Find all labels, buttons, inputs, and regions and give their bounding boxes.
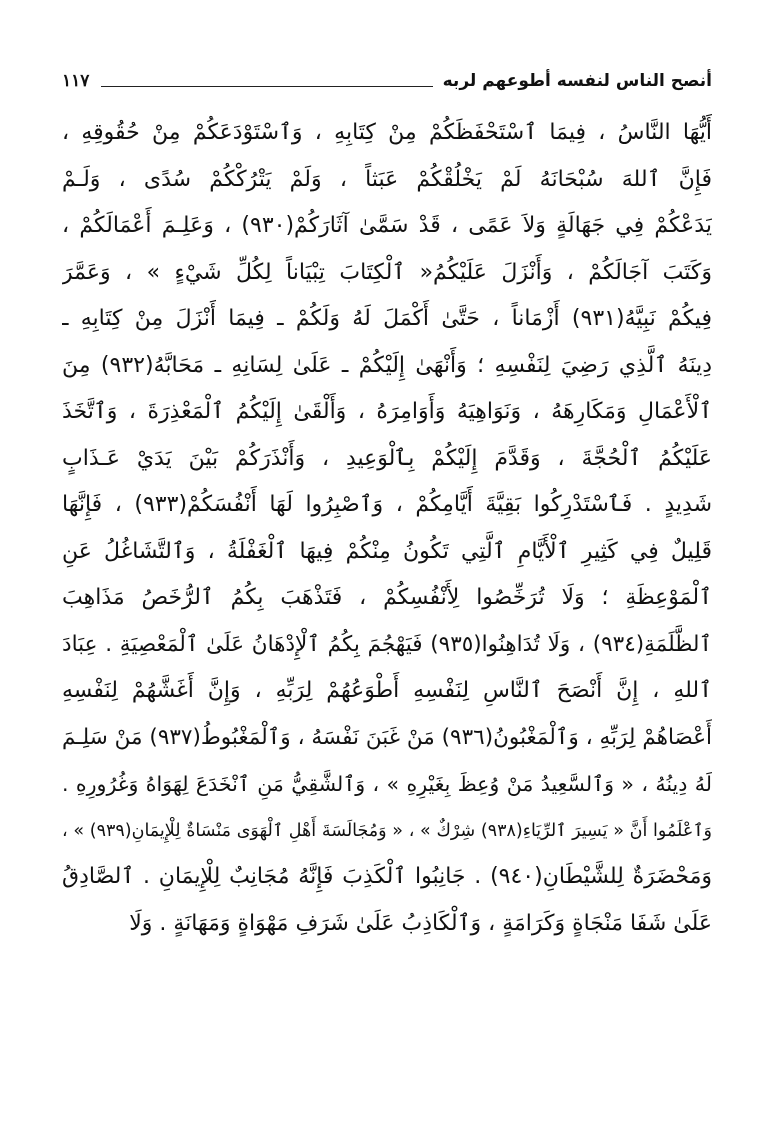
text-line: ٱللهِ ، إِنَّ أَنْصَحَ ٱلنَّاسِ لِنَفْسِهِ أَطْوَعُهُمْ لِرَبِّهِ ، وَإِنَّ أَغَشَّهُمْ لِنَفْسِهِ	[62, 678, 712, 703]
text-line: وَكَتَبَ آجَالَكُمْ ، وَأَنْزَلَ عَلَيْكُمُ« ٱلْكِتَابَ تِبْيَاناً لِكُلِّ شَيْءٍ » ، وَعَمَّرَ	[62, 259, 712, 285]
text-line: لَهُ دِينُهُ ، « وَٱلسَّعِيدُ مَنْ وُعِظَ بِغَيْرِهِ » ، وَٱلشَّقِيُّ مَنِ ٱنْخَدَعَ لِهَوَاهُ وَغُرُورِهِ .	[62, 772, 712, 796]
text-line: ٱلْمَوْعِظَةِ ؛ وَلَا تُرَخِّصُوا لِأَنْفُسِكُمْ ، فَتَذْهَبَ بِكُمُ ٱلرُّخَصُ مَذَاهِبَ	[62, 585, 712, 610]
running-title: أنصح الناس لنفسه أطوعهم لربه	[442, 71, 712, 91]
header-rule	[101, 86, 432, 87]
body-text	[62, 110, 712, 947]
text-line: قَلِيلٌ فِي كَثِيرِ ٱلْأَيَّامِ ٱلَّتِي تَكُونُ مِنْكُمْ فِيهَا ٱلْغَفْلَةُ ، وَٱلتَّشَاغُلُ عَنِ	[62, 538, 712, 564]
text-line: دِينَهُ ٱلَّذِي رَضِيَ لِنَفْسِهِ ؛ وَأَنْهَىٰ إِلَيْكُمْ ـ عَلَىٰ لِسَانِهِ ـ مَحَابَّهُ(٩٣٢) مِنَ	[62, 352, 712, 378]
text-line: وَٱعْلَمُوا أَنَّ « يَسِيرَ ٱلرِّيَاءِ(٩٣٨) شِرْكٌ » ، « وَمُجَالَسَةَ أَهْلِ ٱلْهَوَى مَنْسَاةٌ لِلْإِيمَانِ(٩٣٩) » ،	[62, 820, 712, 841]
text-line: وَمَحْضَرَةٌ لِلشَّيْطَانِ(٩٤٠) . جَانِبُوا ٱلْكَذِبَ فَإِنَّهُ مُجَانِبٌ لِلْإِيمَانِ . ٱلصَّادِقُ	[62, 864, 712, 889]
text-line: ٱلْأَعْمَالِ وَمَكَارِهَهُ ، وَنَوَاهِيَهُ وَأَوَامِرَهُ ، وَأَلْقَىٰ إِلَيْكُمُ ٱلْمَعْذِرَةَ ، وَٱتَّخَذَ	[62, 399, 712, 424]
text-line: فَإِنَّ ٱللهَ سُبْحَانَهُ لَمْ يَخْلُقْكُمْ عَبَثاً ، وَلَمْ يَتْرُكْكُمْ سُدًى ، وَلَـمْ	[62, 166, 712, 192]
text-line: ٱلظَّلَمَةِ(٩٣٤) ، وَلَا تُدَاهِنُوا(٩٣٥) فَيَهْجُمَ بِكُمُ ٱلْإِدْهَانُ عَلَىٰ ٱلْمَعْصِيَةِ . عِبَادَ	[62, 631, 712, 657]
text-line: أَيُّهَا النَّاسُ ، فِيمَا ٱسْتَحْفَظَكُمْ مِنْ كِتَابِهِ ، وَٱسْتَوْدَعَكُمْ مِنْ حُقُوقِهِ ،	[62, 120, 712, 145]
text-line: يَدَعْكُمْ فِي جَهَالَةٍ وَلاَ عَمًى ، قَدْ سَمَّىٰ آثَارَكُمْ(٩٣٠) ، وَعَلِـمَ أَعْمَالَكُمْ ،	[62, 213, 712, 238]
text-line: فِيكُمْ نَبِيَّهُ(٩٣١) أَزْمَاناً ، حَتَّىٰ أَكْمَلَ لَهُ وَلَكُمْ ـ فِيمَا أَنْزَلَ مِنْ كِتَابِهِ ـ	[62, 306, 712, 331]
text-line: أَعْصَاهُمْ لِرَبِّهِ ، وَٱلْمَغْبُونُ(٩٣٦) مَنْ غَبَنَ نَفْسَهُ ، وَٱلْمَغْبُوطُ(٩٣٧) مَنْ سَلِـمَ	[62, 724, 712, 750]
page-header	[62, 62, 712, 92]
text-line: عَلَيْكُمُ ٱلْحُجَّةَ ، وَقَدَّمَ إِلَيْكُمْ بِٱلْوَعِيدِ ، وَأَنْذَرَكُمْ بَيْنَ يَدَيْ عَـذَابٍ	[62, 445, 712, 471]
text-line: عَلَىٰ شَفَا مَنْجَاةٍ وَكَرَامَةٍ ، وَٱلْكَاذِبُ عَلَىٰ شَرَفِ مَهْوَاةٍ وَمَهَانَةٍ . وَلَا	[129, 910, 712, 936]
page-number: ١١٧	[62, 71, 90, 91]
text-line: شَدِيدٍ . فَٱسْتَدْرِكُوا بَقِيَّةَ أَيَّامِكُمْ ، وَٱصْبِرُوا لَهَا أَنْفُسَكُمْ(٩٣٣) ، فَإِنَّهَا	[62, 492, 712, 517]
